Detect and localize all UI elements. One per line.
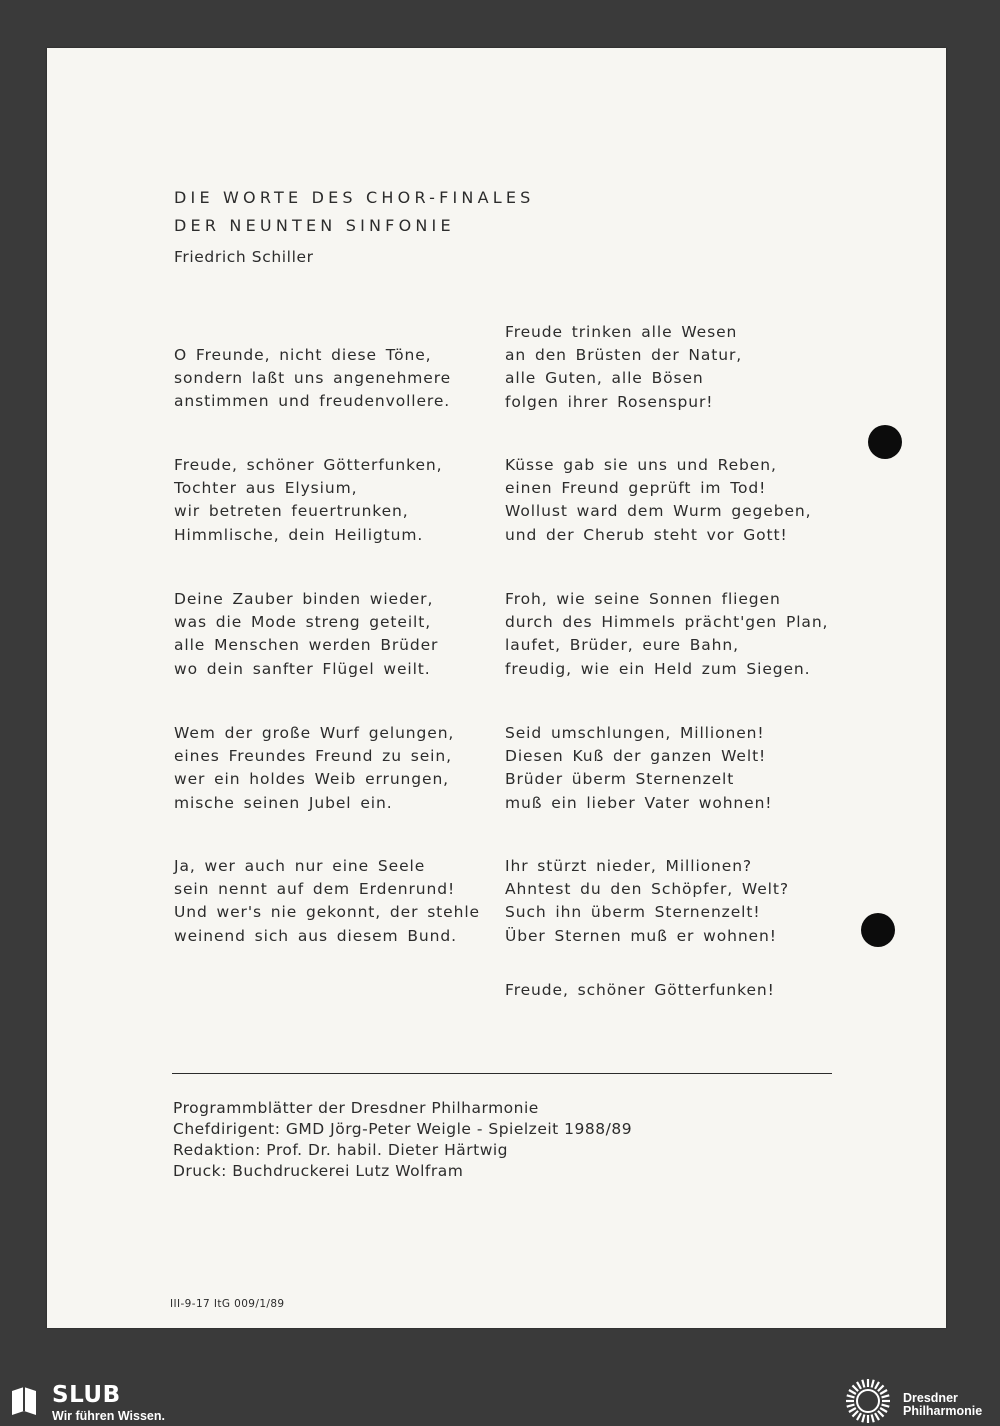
stanza bbox=[505, 722, 772, 815]
verse-line: alle Guten, alle Bösen bbox=[505, 369, 704, 388]
punch-hole-upper bbox=[868, 425, 902, 459]
verse-line: Ahntest du den Schöpfer, Welt? bbox=[505, 880, 789, 899]
stanza bbox=[174, 855, 480, 948]
author: Friedrich Schiller bbox=[174, 248, 314, 266]
verse-line: Über Sternen muß er wohnen! bbox=[505, 926, 777, 945]
verse-line: anstimmen und freudenvollere. bbox=[174, 392, 451, 411]
verse-line: eines Freundes Freund zu sein, bbox=[174, 747, 452, 766]
verse-line: Ja, wer auch nur eine Seele bbox=[174, 857, 426, 875]
verse-line: Seid umschlungen, Millionen! bbox=[505, 724, 765, 742]
footer-bar bbox=[0, 1376, 1000, 1426]
verse-line: Froh, wie seine Sonnen fliegen bbox=[505, 590, 781, 608]
verse-line: alle Menschen werden Brüder bbox=[174, 636, 439, 655]
stanza bbox=[505, 321, 742, 414]
title-line-2: DER NEUNTEN SINFONIE bbox=[174, 216, 455, 235]
verse-line: Himmlische, dein Heiligtum. bbox=[174, 525, 424, 544]
verse-line: Freude trinken alle Wesen bbox=[505, 323, 738, 341]
verse-line: Küsse gab sie uns und Reben, bbox=[505, 456, 777, 474]
stanza bbox=[505, 454, 811, 547]
verse-line: wir betreten feuertrunken, bbox=[174, 502, 409, 521]
verse-line: Und wer's nie gekonnt, der stehle bbox=[174, 903, 480, 922]
verse-line: Such ihn überm Sternenzelt! bbox=[505, 903, 761, 922]
imprint-line: Chefdirigent: GMD Jörg-Peter Weigle - Spielzeit 1988/89 bbox=[173, 1120, 633, 1138]
verse-line: O Freunde, nicht diese Töne, bbox=[174, 346, 432, 364]
verse-line: was die Mode streng geteilt, bbox=[174, 613, 432, 632]
verse-line: folgen ihrer Rosenspur! bbox=[505, 392, 714, 411]
slub-name: SLUB bbox=[52, 1382, 121, 1408]
partner-name-line: Philharmonie bbox=[903, 1404, 983, 1418]
verse-line: an den Brüsten der Natur, bbox=[505, 346, 743, 365]
stanza bbox=[505, 979, 775, 1002]
title-line-1: DIE WORTE DES CHOR-FINALES bbox=[174, 188, 535, 207]
verse-line: muß ein lieber Vater wohnen! bbox=[505, 793, 773, 812]
stanza bbox=[505, 855, 789, 948]
divider-rule bbox=[172, 1073, 832, 1074]
imprint bbox=[173, 1098, 632, 1182]
verse-line: wo dein sanfter Flügel weilt. bbox=[174, 659, 431, 678]
print-code: III-9-17 ItG 009/1/89 bbox=[170, 1298, 285, 1310]
verse-line: Freude, schöner Götterfunken! bbox=[505, 981, 775, 999]
verse-line: Wollust ward dem Wurm gegeben, bbox=[505, 502, 812, 521]
partner-name-line: Dresdner bbox=[903, 1391, 958, 1405]
verse-line: wer ein holdes Weib errungen, bbox=[174, 770, 450, 789]
verse-line: Diesen Kuß der ganzen Welt! bbox=[505, 747, 767, 766]
verse-line: durch des Himmels prächt'gen Plan, bbox=[505, 613, 829, 632]
stanza bbox=[174, 588, 438, 681]
verse-line: einen Freund geprüft im Tod! bbox=[505, 479, 767, 498]
punch-hole-lower bbox=[861, 913, 895, 947]
slub-logo-icon bbox=[10, 1385, 38, 1417]
verse-line: sein nennt auf dem Erdenrund! bbox=[174, 880, 456, 899]
verse-line: sondern laßt uns angenehmere bbox=[174, 369, 452, 388]
verse-line: Freude, schöner Götterfunken, bbox=[174, 456, 443, 474]
program-sheet bbox=[47, 48, 946, 1328]
verse-line: Ihr stürzt nieder, Millionen? bbox=[505, 857, 753, 875]
verse-line: weinend sich aus diesem Bund. bbox=[174, 926, 457, 945]
verse-line: mische seinen Jubel ein. bbox=[174, 793, 393, 812]
verse-line: laufet, Brüder, eure Bahn, bbox=[505, 636, 739, 655]
imprint-line: Druck: Buchdruckerei Lutz Wolfram bbox=[173, 1162, 464, 1180]
verse-line: und der Cherub steht vor Gott! bbox=[505, 525, 788, 544]
partner-name bbox=[903, 1392, 982, 1418]
verse-line: freudig, wie ein Held zum Siegen. bbox=[505, 659, 811, 678]
verse-line: Deine Zauber binden wieder, bbox=[174, 590, 434, 608]
slub-tagline: Wir führen Wissen. bbox=[52, 1409, 165, 1423]
verse-line: Tochter aus Elysium, bbox=[174, 479, 358, 498]
imprint-line: Programmblätter der Dresdner Philharmonie bbox=[173, 1099, 539, 1117]
imprint-line: Redaktion: Prof. Dr. habil. Dieter Härtwig bbox=[173, 1141, 509, 1159]
philharmonie-logo-icon bbox=[840, 1377, 896, 1425]
stanza bbox=[505, 588, 828, 681]
verse-line: Wem der große Wurf gelungen, bbox=[174, 724, 455, 742]
stanza bbox=[174, 454, 442, 547]
stanza bbox=[174, 344, 451, 414]
stanza bbox=[174, 722, 454, 815]
verse-line: Brüder überm Sternenzelt bbox=[505, 770, 735, 789]
